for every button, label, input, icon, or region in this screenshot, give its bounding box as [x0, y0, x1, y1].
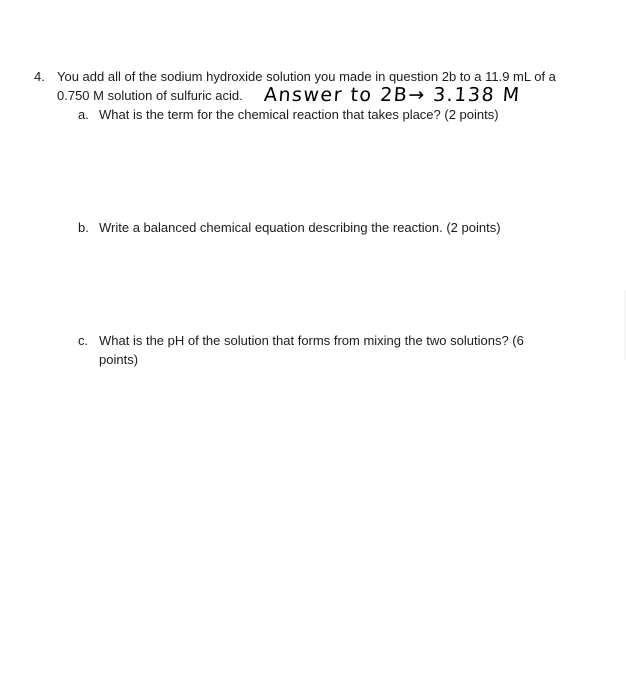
subquestion-b-text: Write a balanced chemical equation describing the reaction. (2 points)	[99, 220, 501, 235]
question-number: 4.	[34, 69, 45, 84]
question-text-line-2: 0.750 M solution of sulfuric acid.	[57, 88, 243, 103]
subquestion-c-text-line-2: points)	[99, 352, 139, 367]
subquestion-b-letter: b.	[78, 220, 89, 235]
subquestion-a-text: What is the term for the chemical reaction that takes place? (2 points)	[99, 107, 499, 122]
question-text-line-1: You add all of the sodium hydroxide solution you made in question 2b to a 11.9 mL of a	[57, 69, 556, 84]
subquestion-c-text-line-1: What is the pH of the solution that forms from mixing the two solutions? (6	[99, 333, 524, 348]
subquestion-c-letter: c.	[78, 333, 89, 348]
handwritten-answer-note: Answer to 2B→ 3.138 M	[263, 84, 522, 106]
subquestion-a-letter: a.	[78, 107, 89, 122]
